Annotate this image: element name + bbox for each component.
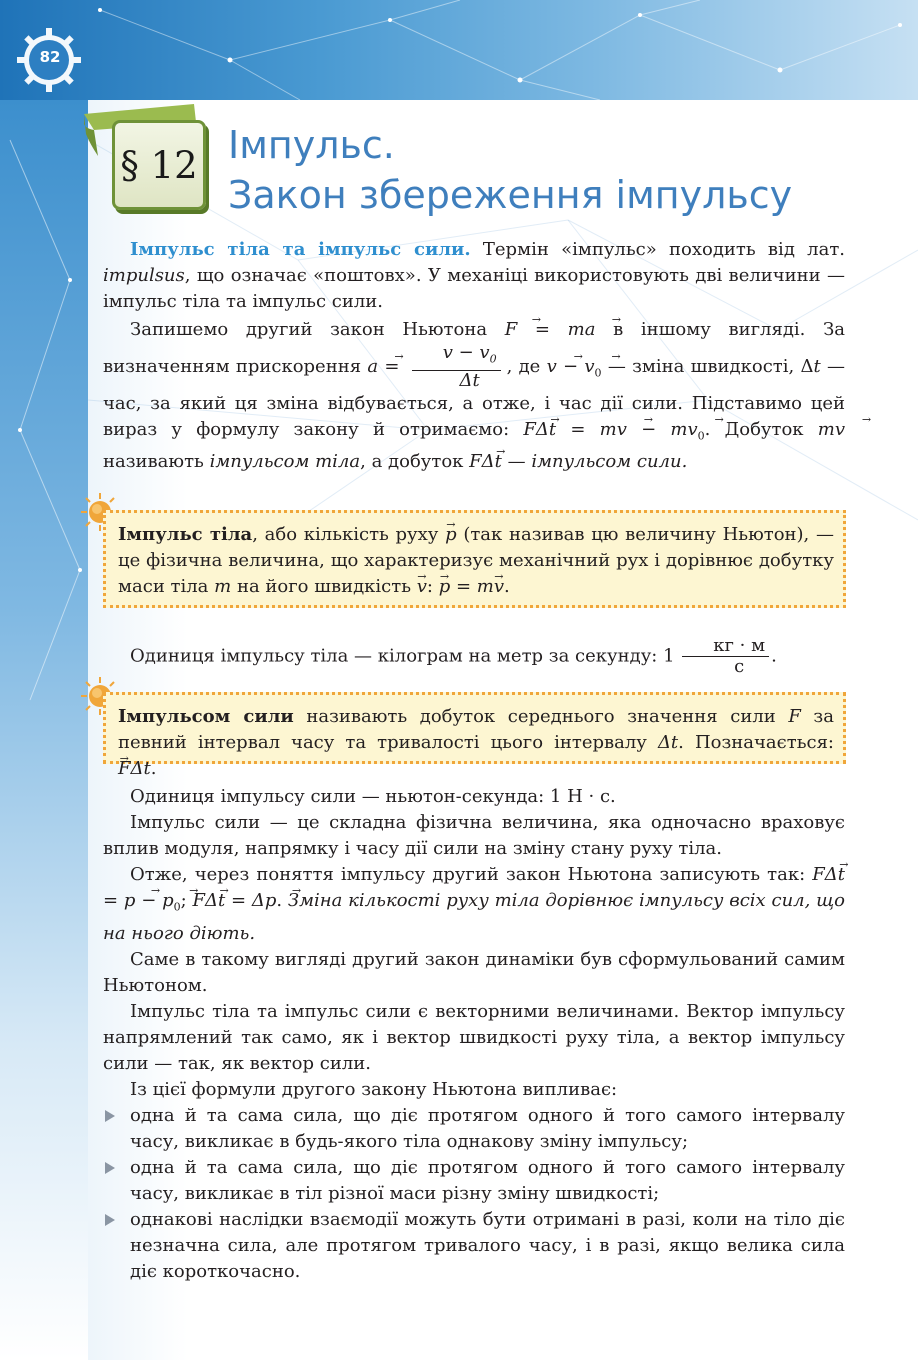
vector-F: F → xyxy=(505,319,518,340)
text-run: називають xyxy=(103,451,210,473)
equation-part: = m xyxy=(450,576,494,597)
text-run: Термін «імпульс» походить від лат. xyxy=(470,239,845,260)
definition-term: Імпульс тіла xyxy=(118,524,253,545)
text-run: за певний інтервал часу та тривалості цього інтервалу xyxy=(118,706,834,753)
text-run: − xyxy=(556,355,585,377)
symbol-t: t xyxy=(813,355,821,377)
equation-part: − xyxy=(135,890,163,911)
text-run: Запишемо другий закон Ньютона xyxy=(130,319,505,340)
list-item xyxy=(103,1207,845,1285)
subscript: 0 xyxy=(489,352,497,366)
vector-p0: p → xyxy=(162,890,174,911)
definition-box-force-impulse xyxy=(103,692,846,779)
bullet-triangle-icon xyxy=(105,1214,115,1226)
symbol-m: m xyxy=(817,418,835,440)
paragraph-complex-quantity: Імпульс сили — це складна фізична величина, яка одночасно враховує вплив модуля, напрямку і часу дії сили на зміну стану руху тіла. xyxy=(103,812,845,859)
text-run: , або кількість руху xyxy=(252,524,446,545)
symbol-F: F xyxy=(788,706,801,727)
definition-term: Імпульсом сили xyxy=(118,706,294,727)
section-badge: § 12 xyxy=(112,120,206,210)
definition-box-body-impulse xyxy=(103,510,846,608)
term-body-impulse: імпульсом тіла xyxy=(209,451,361,473)
vector-p: p → xyxy=(124,890,136,911)
latin-word: impulsus xyxy=(103,265,185,286)
text-run: ; xyxy=(180,890,193,911)
unit-body-impulse xyxy=(103,636,845,677)
fraction-denominator: Δt xyxy=(459,369,480,391)
page-title xyxy=(228,120,888,220)
paragraph-consequences-intro: Із цієї формули другого закону Ньютона випливає: xyxy=(130,1078,618,1100)
list-item-text: одна й та сама сила, що діє протягом одного й того самого інтервалу часу, викликає в тіл різної маси різну зміну швидкості; xyxy=(130,1156,845,1204)
equation-part: Δt = Δ xyxy=(204,890,265,911)
paragraph-newton-impulse-form xyxy=(103,862,845,947)
delta-symbol: Δ xyxy=(800,355,814,377)
vector-p: p → xyxy=(445,524,457,545)
lead-heading: Імпульс тіла та імпульс сили. xyxy=(130,239,471,260)
text-run: . xyxy=(150,758,157,779)
symbol-m: m xyxy=(567,319,585,340)
vector-v: v → xyxy=(547,356,557,377)
text-run: в іншому вигляді. За визначенням прискорення xyxy=(103,319,846,377)
text-run: . xyxy=(771,645,777,667)
fraction-numerator: кг · м xyxy=(682,636,769,657)
vector-F: F → xyxy=(523,419,536,440)
paragraph-newton-law xyxy=(103,317,845,475)
term-force-impulse: — імпульсом сили. xyxy=(501,451,688,473)
vector-v0: v → xyxy=(688,419,698,440)
text-run: — час, за який ця зміна відбувається, а отже, і час дії сили. Підставимо цей вираз у формулу закону й отримаємо: xyxy=(103,355,845,440)
vector-F: F → xyxy=(118,758,131,779)
list-item xyxy=(103,1155,845,1207)
vector-a: a → xyxy=(585,319,596,340)
vector-v: v → xyxy=(835,419,845,440)
text-run: Одиниця імпульсу тіла — кілограм на метр за секунду: 1 xyxy=(130,645,681,667)
equation-part: Δt = xyxy=(103,864,845,911)
vector-v: v → xyxy=(417,576,427,597)
unit-force-impulse: Одиниця імпульсу сили — ньютон-секунда: 1 Н · с. xyxy=(130,786,616,807)
symbol-dt: Δt xyxy=(130,758,151,779)
text-run: на його швидкість xyxy=(231,576,417,597)
list-item xyxy=(103,1103,845,1155)
text-run: . xyxy=(276,890,288,911)
vector-v0: v → xyxy=(584,356,594,377)
symbol-m: m xyxy=(214,576,232,597)
list-item-text: однакові наслідки взаємодії можуть бути отримані в разі, коли на тіло діє незначна сила, але протягом тривалого часу, і в разі, якщо велика сила діє короткочасно. xyxy=(130,1208,845,1282)
subscript: 0 xyxy=(697,429,705,443)
vector-p: p → xyxy=(439,576,451,597)
list-item-text: одна й та сама сила, що діє протягом одного й того самого інтервалу часу, викликає в будь-якого тіла однакову зміну імпульсу; xyxy=(130,1104,845,1152)
title-line-2: Закон збереження імпульсу xyxy=(228,173,793,217)
text-run: , а добуток xyxy=(360,451,470,473)
intro-text xyxy=(103,237,845,475)
subscript: 0 xyxy=(173,900,181,914)
text-run: = xyxy=(517,319,568,340)
text-run: Отже, через поняття імпульсу другий закон Ньютона записують так: xyxy=(130,864,813,885)
text-run: , що означає «поштовх». У механіці використовують дві величини — імпульс тіла та імпульс сили. xyxy=(103,265,845,312)
page-number: 82 xyxy=(39,48,61,66)
text-run: . xyxy=(504,576,510,597)
law-statement: Зміна кількості руху тіла дорівнює імпульсу всіх сил, що на нього діють. xyxy=(103,890,845,944)
vector-v: v → xyxy=(617,419,627,440)
text-run: (так називав цю величину Ньютон), — це фізична величина, що характеризує механічний рух і дорівнює добутку маси тіла xyxy=(118,524,834,597)
text-run: називають добуток середнього значення сили xyxy=(293,706,789,727)
text-run: = xyxy=(378,355,406,377)
text-run: . Добуток xyxy=(704,418,818,440)
star-network-decoration xyxy=(0,0,918,100)
bullet-triangle-icon xyxy=(105,1110,115,1122)
main-text xyxy=(103,784,845,1285)
vector-F: F → xyxy=(469,451,482,472)
vector-F: F → xyxy=(812,864,825,885)
side-network-decoration xyxy=(0,100,88,1360)
text-run: — зміна швидкості, xyxy=(601,355,801,377)
equation-part: − m xyxy=(626,418,688,440)
paragraph-formulated-by-newton: Саме в такому вигляді другий закон динаміки був сформульований самим Ньютоном. xyxy=(103,948,845,996)
text-run: . Позначається: xyxy=(678,732,834,753)
vector-p: p → xyxy=(265,890,277,911)
equation-part: Δt = m xyxy=(535,418,617,440)
fraction-numerator xyxy=(412,343,501,371)
symbol-dt: Δt xyxy=(657,732,679,753)
header-background xyxy=(0,0,918,100)
consequences-list xyxy=(103,1103,845,1285)
text-run: , де xyxy=(506,355,547,377)
text-run: : xyxy=(426,576,439,597)
paragraph-vector-quantities: Імпульс тіла та імпульс сили є векторними величинами. Вектор імпульсу напрямлений так само, як і вектор швидкості руху тіла, а вектор імпульсу сили — так, як вектор сили. xyxy=(103,1000,845,1074)
subscript: 0 xyxy=(594,366,602,380)
vector-v: v → xyxy=(494,576,504,597)
fraction-denominator: с xyxy=(734,656,745,677)
acceleration-fraction xyxy=(412,343,501,391)
vector-F: F → xyxy=(192,890,205,911)
unit-fraction xyxy=(682,636,769,677)
paragraph-impulse-intro xyxy=(103,237,845,315)
title-line-1: Імпульс. xyxy=(228,123,395,167)
numerator-text: v − v xyxy=(442,342,490,363)
side-background xyxy=(0,100,88,1360)
bullet-triangle-icon xyxy=(105,1162,115,1174)
symbol-dt: Δt xyxy=(481,451,502,473)
vector-a: a → xyxy=(367,356,378,377)
